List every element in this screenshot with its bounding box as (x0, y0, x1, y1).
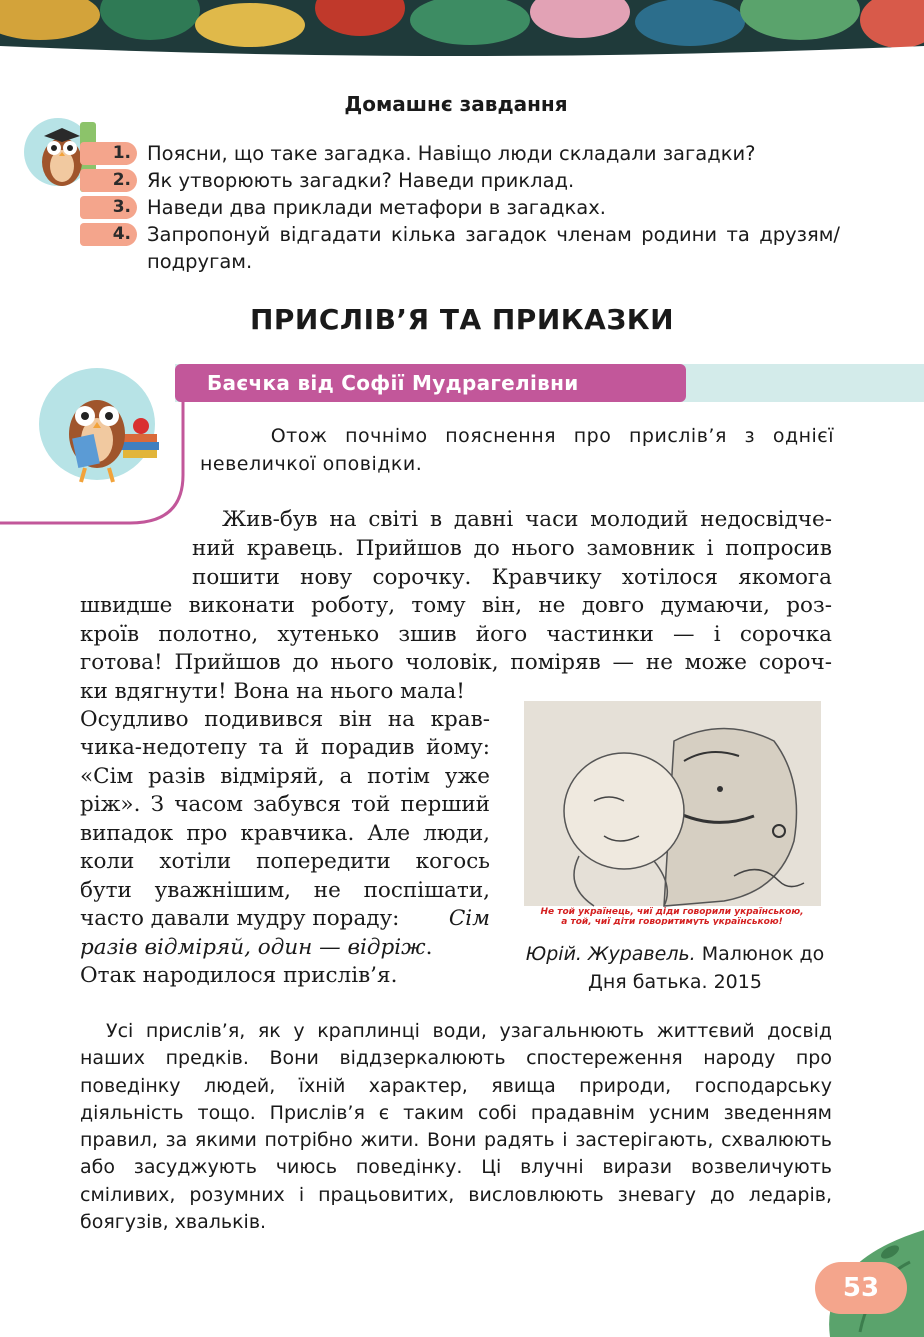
homework-title: Домашнє завдання (344, 92, 568, 116)
story-line: випадок про кравчика. Але люди, (80, 821, 490, 846)
slogan-line: Не той українець, чиї діди говорили українською, (540, 907, 804, 917)
story-line: Осудливо подивився він на крав- (80, 707, 490, 732)
homework-text: Наведи два приклади метафори в загадках. (147, 196, 606, 219)
homework-item (80, 140, 840, 167)
floral-banner (0, 0, 924, 62)
story-line-text: часто давали мудру пораду: (80, 906, 400, 931)
father-son-drawing (524, 701, 821, 925)
story-line: коли хотіли попередити когось (80, 849, 490, 874)
homework-text: Запропонуй відгадати кілька загадок членам родини та друзям/подругам. (147, 223, 840, 273)
story-intro-text: Отож почнімо пояснення про прислів’я з однієї невеличкої оповідки. (200, 425, 834, 475)
homework-item (80, 221, 840, 275)
story-line: бути уважнішим, не поспішати, (80, 878, 490, 903)
homework-item (80, 194, 840, 221)
story-line: кроїв полотно, хутенько зшив його частинки — і сорочка (80, 622, 832, 647)
story-tag: Баєчка від Софії Мудрагелівни (175, 364, 686, 402)
owl-books-icon (35, 364, 163, 494)
story-line: швидше виконати роботу, тому він, не довго думаючи, роз- (80, 593, 832, 618)
proverb-italic: разів відміряй, один — відріж (80, 935, 426, 960)
story-line: ріж». З часом забувся той перший (80, 792, 490, 817)
story-intro (200, 422, 834, 478)
number-badge: 4. (80, 223, 137, 246)
caption-author: Юрій. Журавель. (525, 943, 696, 965)
story-line: пошити нову сорочку. Кравчику хотілося якомога (192, 565, 832, 590)
section-title: ПРИСЛІВ’Я ТА ПРИКАЗКИ (249, 303, 675, 336)
story-line (80, 904, 490, 933)
story-line: разів відміряй, один — відріж. (80, 935, 433, 960)
number-badge: 1. (80, 142, 137, 165)
caption-text: Малюнок до Дня батька. 2015 (588, 943, 825, 993)
picture-caption (517, 940, 833, 996)
homework-text: Як утворюють загадки? Наведи приклад. (147, 169, 575, 192)
body-paragraph (80, 1018, 832, 1236)
story-line: Отак народилося прислів’я. (80, 963, 398, 988)
homework-text: Поясни, що таке загадка. Навіщо люди складали загадки? (147, 142, 756, 165)
story-line: чика-недотепу та й порадив йому: (80, 735, 490, 760)
story-line: ний кравець. Прийшов до нього замовник і попросив (192, 536, 832, 561)
body-paragraph-text: Усі прислів’я, як у краплинці води, узагальнюють життєвий досвід наших предків. Вони віддзеркалюють спостереження народу про поведінку людей, їхній характер, явища природи, господарську діяльність тощо. Прислів’я є таким собі прадавнім усним зведенням правил, за якими потрібно жити. Вони радять і застерігають, схвалюють або засуджують чиюсь поведінку. Ці влучні вирази возвеличують сміливих, розумних і працьовитих, висловлюють зневагу до ледарів, боягузів, хвальків. (80, 1020, 832, 1234)
story-line: Жив-був на світі в давні часи молодий недосвідче- (222, 507, 832, 532)
homework-item (80, 167, 840, 194)
number-badge: 3. (80, 196, 137, 219)
story-line: «Сім разів відміряй, а потім уже (80, 764, 490, 789)
homework-list (80, 140, 840, 275)
story-line: готова! Прийшов до нього чоловік, поміряв — не може сороч- (80, 650, 832, 675)
story-line: ки вдягнути! Вона на нього мала! (80, 679, 465, 704)
proverb-italic: Сім (448, 906, 490, 931)
slogan-line: а той, чиї діти говоритимуть українською! (561, 917, 783, 925)
number-badge: 2. (80, 169, 137, 192)
page-number: 53 (815, 1262, 907, 1314)
